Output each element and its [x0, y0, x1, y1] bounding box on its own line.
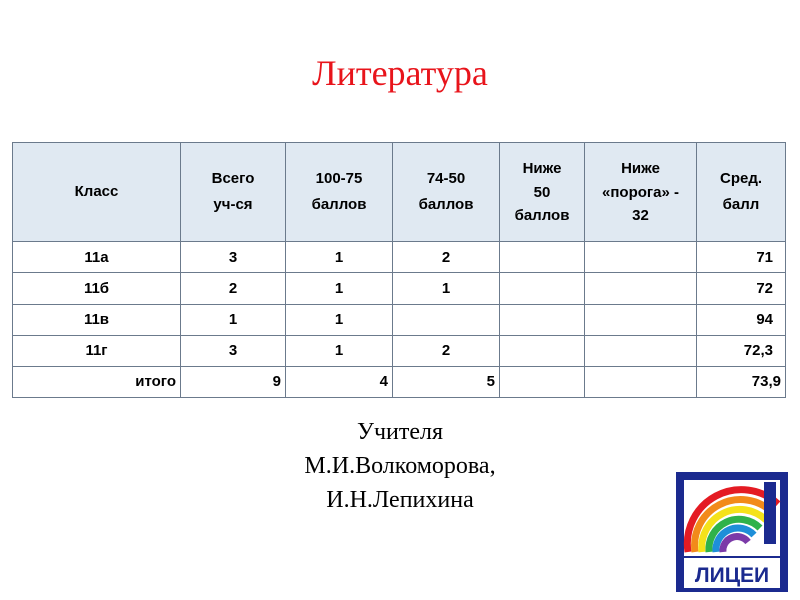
table-header-row: [13, 143, 786, 242]
cell-class: 11в: [13, 304, 181, 335]
header-total: Всего уч-ся: [181, 143, 286, 242]
cell-class: 11б: [13, 273, 181, 304]
cell-below-50: [500, 335, 585, 366]
cell-average: 72: [697, 273, 786, 304]
total-74-50: 5: [393, 366, 500, 397]
teacher-name: М.И.Волкоморова,: [304, 453, 496, 479]
total-100-75: 4: [286, 366, 393, 397]
cell-74-50: 2: [393, 335, 500, 366]
cell-below-threshold: [585, 273, 697, 304]
cell-74-50: 2: [393, 242, 500, 273]
total-below-threshold: [585, 366, 697, 397]
page-title: Литература: [312, 53, 488, 93]
cell-class: 11г: [13, 335, 181, 366]
cell-74-50: [393, 304, 500, 335]
cell-74-50: 1: [393, 273, 500, 304]
total-label: итого: [13, 366, 181, 397]
total-average: 73,9: [697, 366, 786, 397]
cell-100-75: 1: [286, 335, 393, 366]
teachers-label: Учителя: [356, 419, 444, 445]
cell-below-50: [500, 273, 585, 304]
total-below-50: [500, 366, 585, 397]
header-class: Класс: [13, 143, 181, 242]
header-74-50: 74-50 баллов: [393, 143, 500, 242]
table-row: [13, 242, 786, 273]
cell-total: 3: [181, 242, 286, 273]
cell-100-75: 1: [286, 242, 393, 273]
header-below-threshold: Ниже «порога» - 32: [585, 143, 697, 242]
cell-100-75: 1: [286, 273, 393, 304]
cell-below-50: [500, 242, 585, 273]
table-total-row: [13, 366, 786, 397]
header-100-75: 100-75 баллов: [286, 143, 393, 242]
header-below-50: Ниже 50 баллов: [500, 143, 585, 242]
cell-class: 11а: [13, 242, 181, 273]
cell-total: 2: [181, 273, 286, 304]
logo-text: ЛИЦЕИ: [694, 564, 770, 587]
cell-average: 71: [697, 242, 786, 273]
cell-below-threshold: [585, 335, 697, 366]
cell-100-75: 1: [286, 304, 393, 335]
cell-below-50: [500, 304, 585, 335]
total-count: 9: [181, 366, 286, 397]
cell-average: 94: [697, 304, 786, 335]
cell-below-threshold: [585, 304, 697, 335]
results-table: [12, 142, 786, 398]
cell-total: 3: [181, 335, 286, 366]
teacher-name: И.Н.Лепихина: [326, 487, 474, 513]
table-row: [13, 335, 786, 366]
cell-below-threshold: [585, 242, 697, 273]
rainbow-lyceum-logo-icon: [672, 468, 792, 596]
cell-average: 72,3: [697, 335, 786, 366]
table-row: [13, 304, 786, 335]
header-average: Сред. балл: [697, 143, 786, 242]
cell-total: 1: [181, 304, 286, 335]
table-row: [13, 273, 786, 304]
